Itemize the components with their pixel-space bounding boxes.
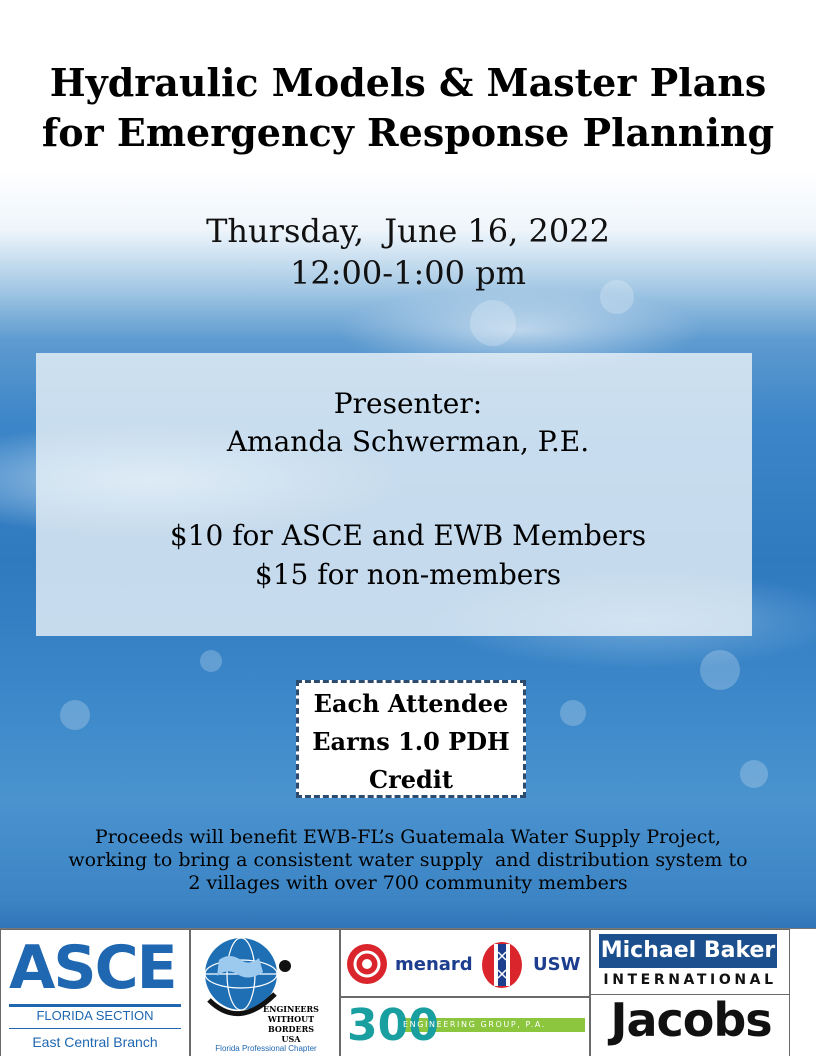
usw-mark-icon [479,940,525,990]
event-time: 12:00-1:00 pm [290,254,526,292]
michael-baker-international: INTERNATIONAL [603,972,777,988]
engineering-300-logo [340,997,590,1056]
ewb-chapter: Florida Professional Chapter [215,1044,317,1053]
title-line-1: Hydraulic Models & Master Plans [49,60,767,105]
proceeds-line-2: working to bring a consistent water supply and distribution system to [68,849,748,871]
asce-rule [9,1004,181,1007]
event-datetime [0,210,816,294]
price-members: $10 for ASCE and EWB Members [169,519,647,552]
pdh-line-3: Credit [369,765,453,794]
asce-divider [9,1028,181,1029]
engineering-300-number: 300 [347,1000,439,1051]
presenter-label: Presenter: [333,387,483,420]
ewb-line-2: WITHOUT [267,1014,315,1024]
asce-branch: East Central Branch [32,1034,158,1050]
pdh-line-2: Earns 1.0 PDH [312,727,510,756]
usw-name: USW [533,954,581,975]
proceeds-line-3: 2 villages with over 700 community members [188,872,628,894]
menard-mark-icon [345,942,389,986]
pdh-line-1: Each Attendee [313,689,509,718]
water-bokeh [740,760,768,788]
menard-name: menard [395,954,473,975]
water-bokeh [60,700,90,730]
proceeds-line-1: Proceeds will benefit EWB-FL’s Guatemala Water Supply Project, [94,826,722,848]
presenter-name: Amanda Schwerman, P.E. [226,425,590,458]
michael-baker-name: Michael Baker [599,934,777,968]
price-non-members: $15 for non-members [254,558,562,591]
flyer-title [0,58,816,158]
engineering-300-name: ENGINEERING GROUP, P.A. [403,1020,546,1029]
jacobs-logo: Jacobs [610,993,772,1047]
menard-logo [340,929,590,997]
asce-wordmark: ASCE [9,933,176,1003]
water-bokeh [200,650,222,672]
asce-logo [0,929,190,1056]
water-bokeh [560,700,586,726]
asce-section: FLORIDA SECTION [36,1008,154,1023]
ewb-line-3: BORDERS [268,1024,314,1034]
water-bokeh [700,650,740,690]
sponsor-logos [0,928,816,1056]
michael-baker-logo [590,929,790,1056]
title-line-2: for Emergency Response Planning [41,110,775,155]
ewb-logo [190,929,340,1056]
proceeds-note [0,826,816,895]
pdh-credit-box [296,680,526,798]
water-bokeh [470,300,516,346]
ewb-line-1: ENGINEERS [263,1004,319,1014]
event-date: Thursday, June 16, 2022 [206,212,610,250]
ewb-line-4: USA [281,1034,301,1044]
